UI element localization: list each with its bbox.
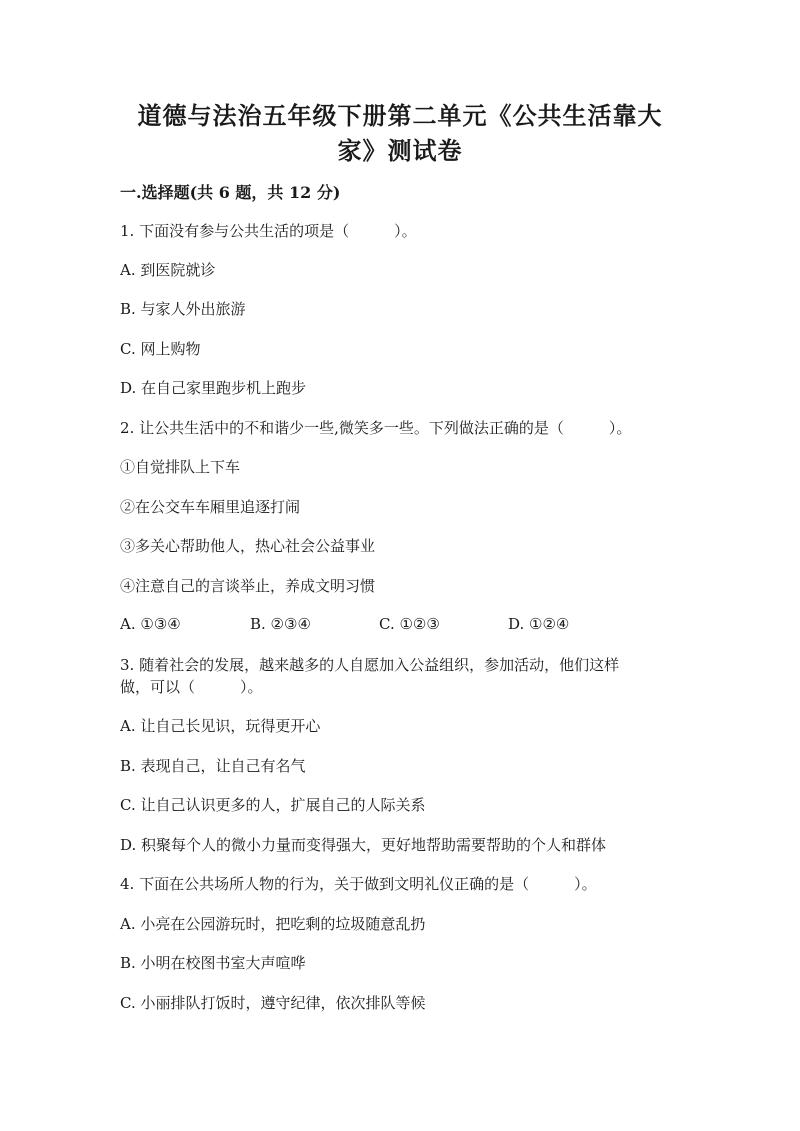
question-2-statement-3: ③多关心帮助他人，热心社会公益事业 [120, 537, 376, 555]
question-1-option-b: B. 与家人外出旅游 [120, 300, 246, 318]
question-3-option-a: A. 让自己长见识，玩得更开心 [120, 717, 321, 735]
question-2-option-d: D. ①②④ [508, 615, 570, 633]
question-3-option-b: B. 表现自己，让自己有名气 [120, 757, 306, 775]
question-2-option-a: A. ①③④ [120, 615, 181, 633]
question-1-option-d: D. 在自己家里跑步机上跑步 [120, 379, 307, 397]
question-1-option-a: A. 到医院就诊 [120, 261, 216, 279]
question-4-option-c: C. 小丽排队打饭时，遵守纪律，依次排队等候 [120, 994, 426, 1012]
document-title-line-1: 道德与法治五年级下册第二单元《公共生活靠大 [137, 101, 663, 130]
question-2-option-c: C. ①②③ [379, 615, 440, 633]
document-title-line-2: 家》测试卷 [337, 136, 463, 165]
question-1-stem: 1. 下面没有参与公共生活的项是（ ）。 [120, 222, 417, 240]
question-3-option-c: C. 让自己认识更多的人，扩展自己的人际关系 [120, 796, 426, 814]
question-4-option-b: B. 小明在校图书室大声喧哗 [120, 954, 306, 972]
question-3-stem-line-2: 做，可以（ ）。 [120, 678, 263, 696]
question-2-option-b: B. ②③④ [250, 615, 311, 633]
section-heading: 一.选择题(共 6 题，共 12 分) [120, 183, 341, 202]
question-2-statement-4: ④注意自己的言谈举止，养成文明习惯 [120, 577, 376, 595]
question-2-statement-1: ①自觉排队上下车 [120, 458, 241, 476]
question-2-stem: 2. 让公共生活中的不和谐少一些,微笑多一些。下列做法正确的是（ ）。 [120, 419, 632, 437]
question-2-statement-2: ②在公交车车厢里追逐打闹 [120, 498, 301, 516]
question-3-stem-line-1: 3. 随着社会的发展，越来越多的人自愿加入公益组织，参加活动，他们这样 [120, 656, 620, 674]
question-1-option-c: C. 网上购物 [120, 340, 201, 358]
question-4-option-a: A. 小亮在公园游玩时，把吃剩的垃圾随意乱扔 [120, 915, 426, 933]
question-4-stem: 4. 下面在公共场所人物的行为，关于做到文明礼仪正确的是（ ）。 [120, 875, 597, 893]
question-3-option-d: D. 积聚每个人的微小力量而变得强大，更好地帮助需要帮助的个人和群体 [120, 836, 607, 854]
